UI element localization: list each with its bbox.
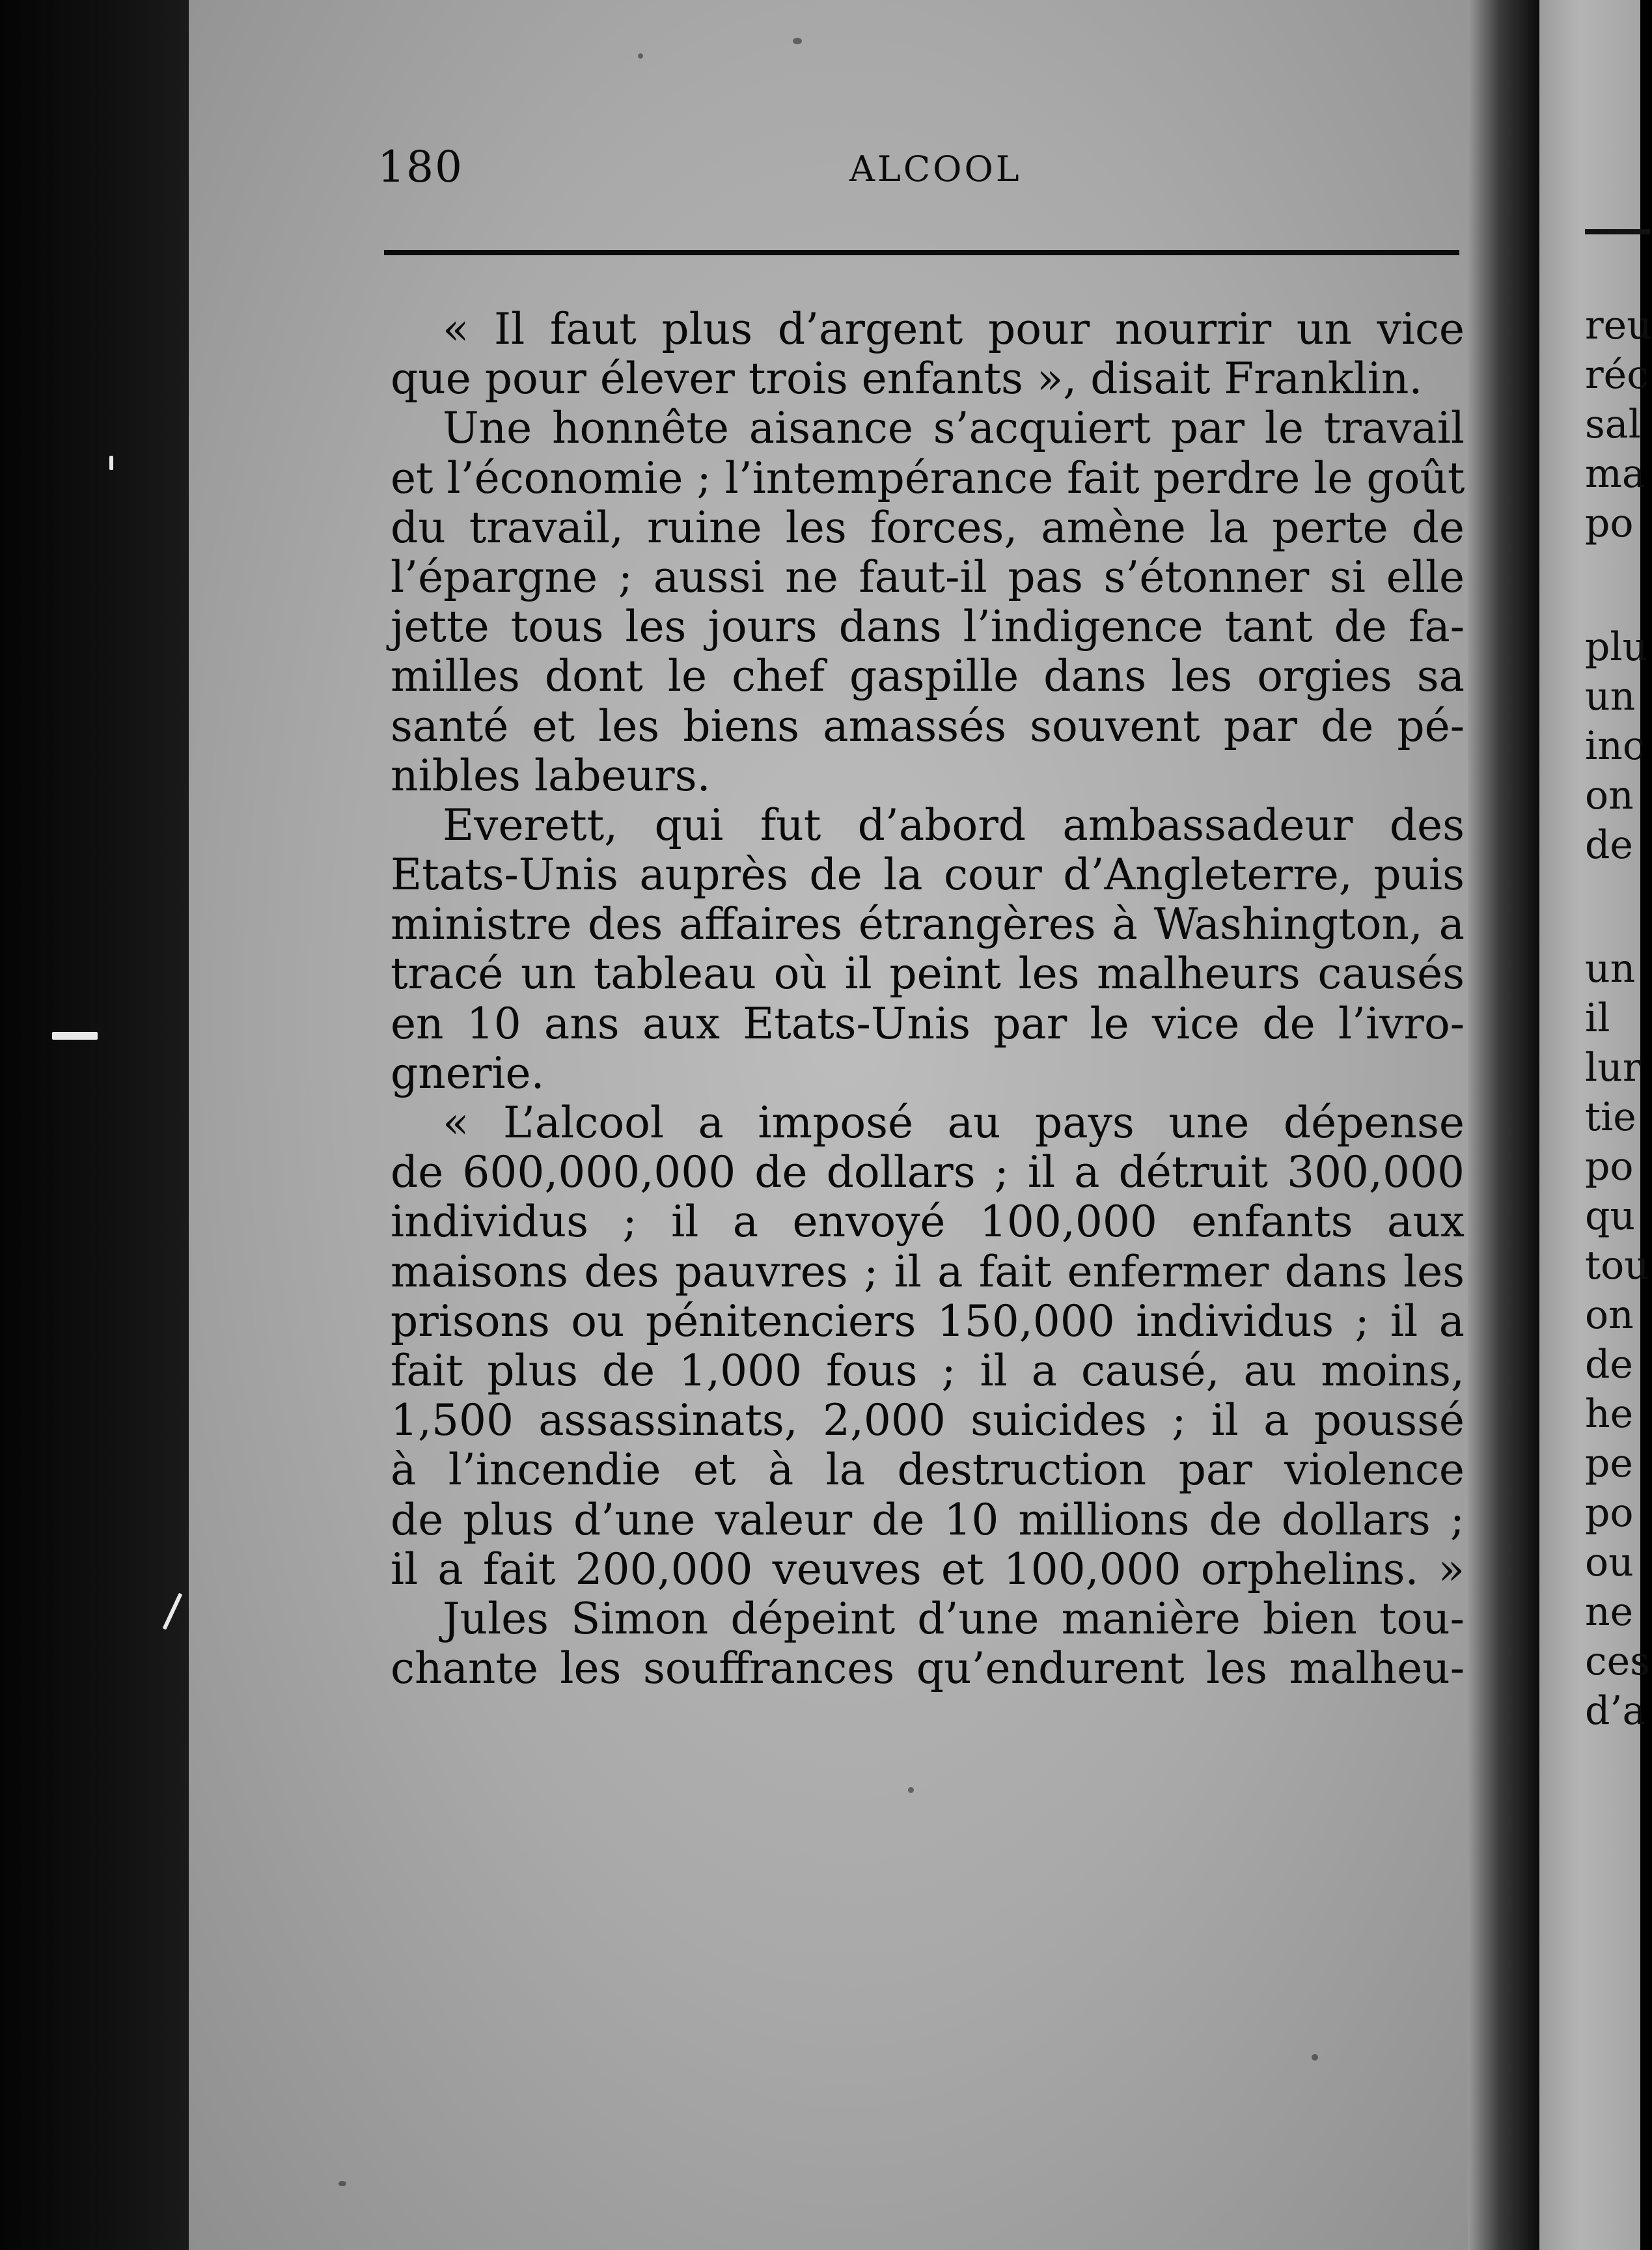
facing-line: inc xyxy=(1585,723,1645,769)
facing-line: de xyxy=(1585,822,1633,868)
text-line: prisons ou pénitenciers 150,000 individus ; il a xyxy=(391,1296,1465,1346)
facing-line: plu xyxy=(1585,624,1648,670)
text-line: individus ; il a envoyé 100,000 enfants aux xyxy=(391,1197,1465,1247)
text-line: maisons des pauvres ; il a fait enfermer dans les xyxy=(391,1246,1465,1297)
film-scratch xyxy=(163,1593,183,1630)
text-line: santé et les biens amassés souvent par de pé- xyxy=(391,701,1465,751)
text-line: « Il faut plus d’argent pour nourrir un vice xyxy=(443,304,1465,354)
film-scratch xyxy=(109,456,113,470)
facing-line: qu xyxy=(1585,1193,1636,1239)
facing-line: ces xyxy=(1585,1639,1650,1684)
facing-line: pe xyxy=(1585,1441,1633,1486)
body-text xyxy=(391,305,1465,1693)
text-line: à l’incendie et à la destruction par violence xyxy=(391,1445,1465,1495)
facing-head-rule xyxy=(1585,229,1650,234)
film-scratch xyxy=(52,1032,98,1040)
facing-line: po xyxy=(1585,501,1634,546)
page-number: 180 xyxy=(378,142,463,192)
facing-line: po xyxy=(1585,1144,1634,1189)
facing-line: ma xyxy=(1585,451,1645,497)
text-line: chante les souffrances qu’endurent les malheu- xyxy=(391,1643,1465,1694)
text-line: Etats-Unis auprès de la cour d’Angleterre, puis xyxy=(391,850,1465,900)
text-line: Une honnête aisance s’acquiert par le travail xyxy=(443,403,1465,454)
text-line: fait plus de 1,000 fous ; il a causé, au moins, xyxy=(391,1345,1465,1396)
facing-line: sal xyxy=(1585,402,1641,447)
facing-line: réc xyxy=(1585,352,1649,398)
facing-line: de xyxy=(1585,1342,1633,1387)
page-gutter-shadow xyxy=(1468,0,1539,2250)
film-speck xyxy=(338,2181,346,2186)
facing-line: reu xyxy=(1585,303,1652,348)
film-speck xyxy=(1312,2054,1318,2061)
facing-line: un xyxy=(1585,674,1636,719)
text-line: Jules Simon dépeint d’une manière bien tou- xyxy=(443,1593,1465,1644)
text-line: ministre des affaires étrangères à Washington, a xyxy=(391,899,1465,950)
text-line: de plus d’une valeur de 10 millions de dollars ; xyxy=(391,1494,1465,1545)
text-line: gnerie. xyxy=(391,1048,545,1098)
facing-line: tou xyxy=(1585,1243,1649,1288)
text-line: que pour élever trois enfants », disait Franklin. xyxy=(391,354,1423,404)
text-line: tracé un tableau où il peint les malheurs causés xyxy=(391,949,1465,999)
facing-line: il xyxy=(1585,995,1610,1041)
facing-page-cropped xyxy=(1539,0,1652,2250)
running-head: ALCOOL xyxy=(849,148,1022,189)
text-line: il a fait 200,000 veuves et 100,000 orphelins. » xyxy=(391,1544,1465,1594)
header-rule xyxy=(384,250,1459,255)
film-border-left xyxy=(0,0,189,2250)
facing-line: on xyxy=(1585,1292,1634,1338)
text-line: en 10 ans aux Etats-Unis par le vice de l’ivro- xyxy=(391,998,1465,1049)
film-speck xyxy=(793,38,802,44)
text-line: 1,500 assassinats, 2,000 suicides ; il a poussé xyxy=(391,1395,1465,1446)
facing-line: d’a xyxy=(1585,1688,1646,1734)
text-line: jette tous les jours dans l’indigence tant de fa- xyxy=(391,602,1465,652)
film-speck xyxy=(638,53,643,59)
facing-line: lur xyxy=(1585,1045,1642,1090)
facing-line: tie xyxy=(1585,1094,1636,1140)
facing-line: un xyxy=(1585,946,1636,992)
facing-line: on xyxy=(1585,773,1634,818)
film-speck xyxy=(908,1787,914,1793)
facing-line: ne xyxy=(1585,1589,1634,1635)
facing-line: po xyxy=(1585,1490,1634,1536)
text-line: du travail, ruine les forces, amène la perte de xyxy=(391,502,1465,553)
facing-line: he xyxy=(1585,1391,1634,1437)
text-line: nibles labeurs. xyxy=(391,750,711,801)
text-line: milles dont le chef gaspille dans les orgies sa xyxy=(391,651,1465,702)
text-line: et l’économie ; l’intempérance fait perdre le goût xyxy=(391,452,1465,503)
facing-line: ou xyxy=(1585,1540,1634,1585)
text-line: l’épargne ; aussi ne faut-il pas s’étonner si elle xyxy=(391,551,1465,602)
text-line: Everett, qui fut d’abord ambassadeur des xyxy=(443,799,1465,850)
text-line: de 600,000,000 de dollars ; il a détruit 300,000 xyxy=(391,1147,1465,1198)
text-line: « L’alcool a imposé au pays une dépense xyxy=(443,1098,1465,1148)
